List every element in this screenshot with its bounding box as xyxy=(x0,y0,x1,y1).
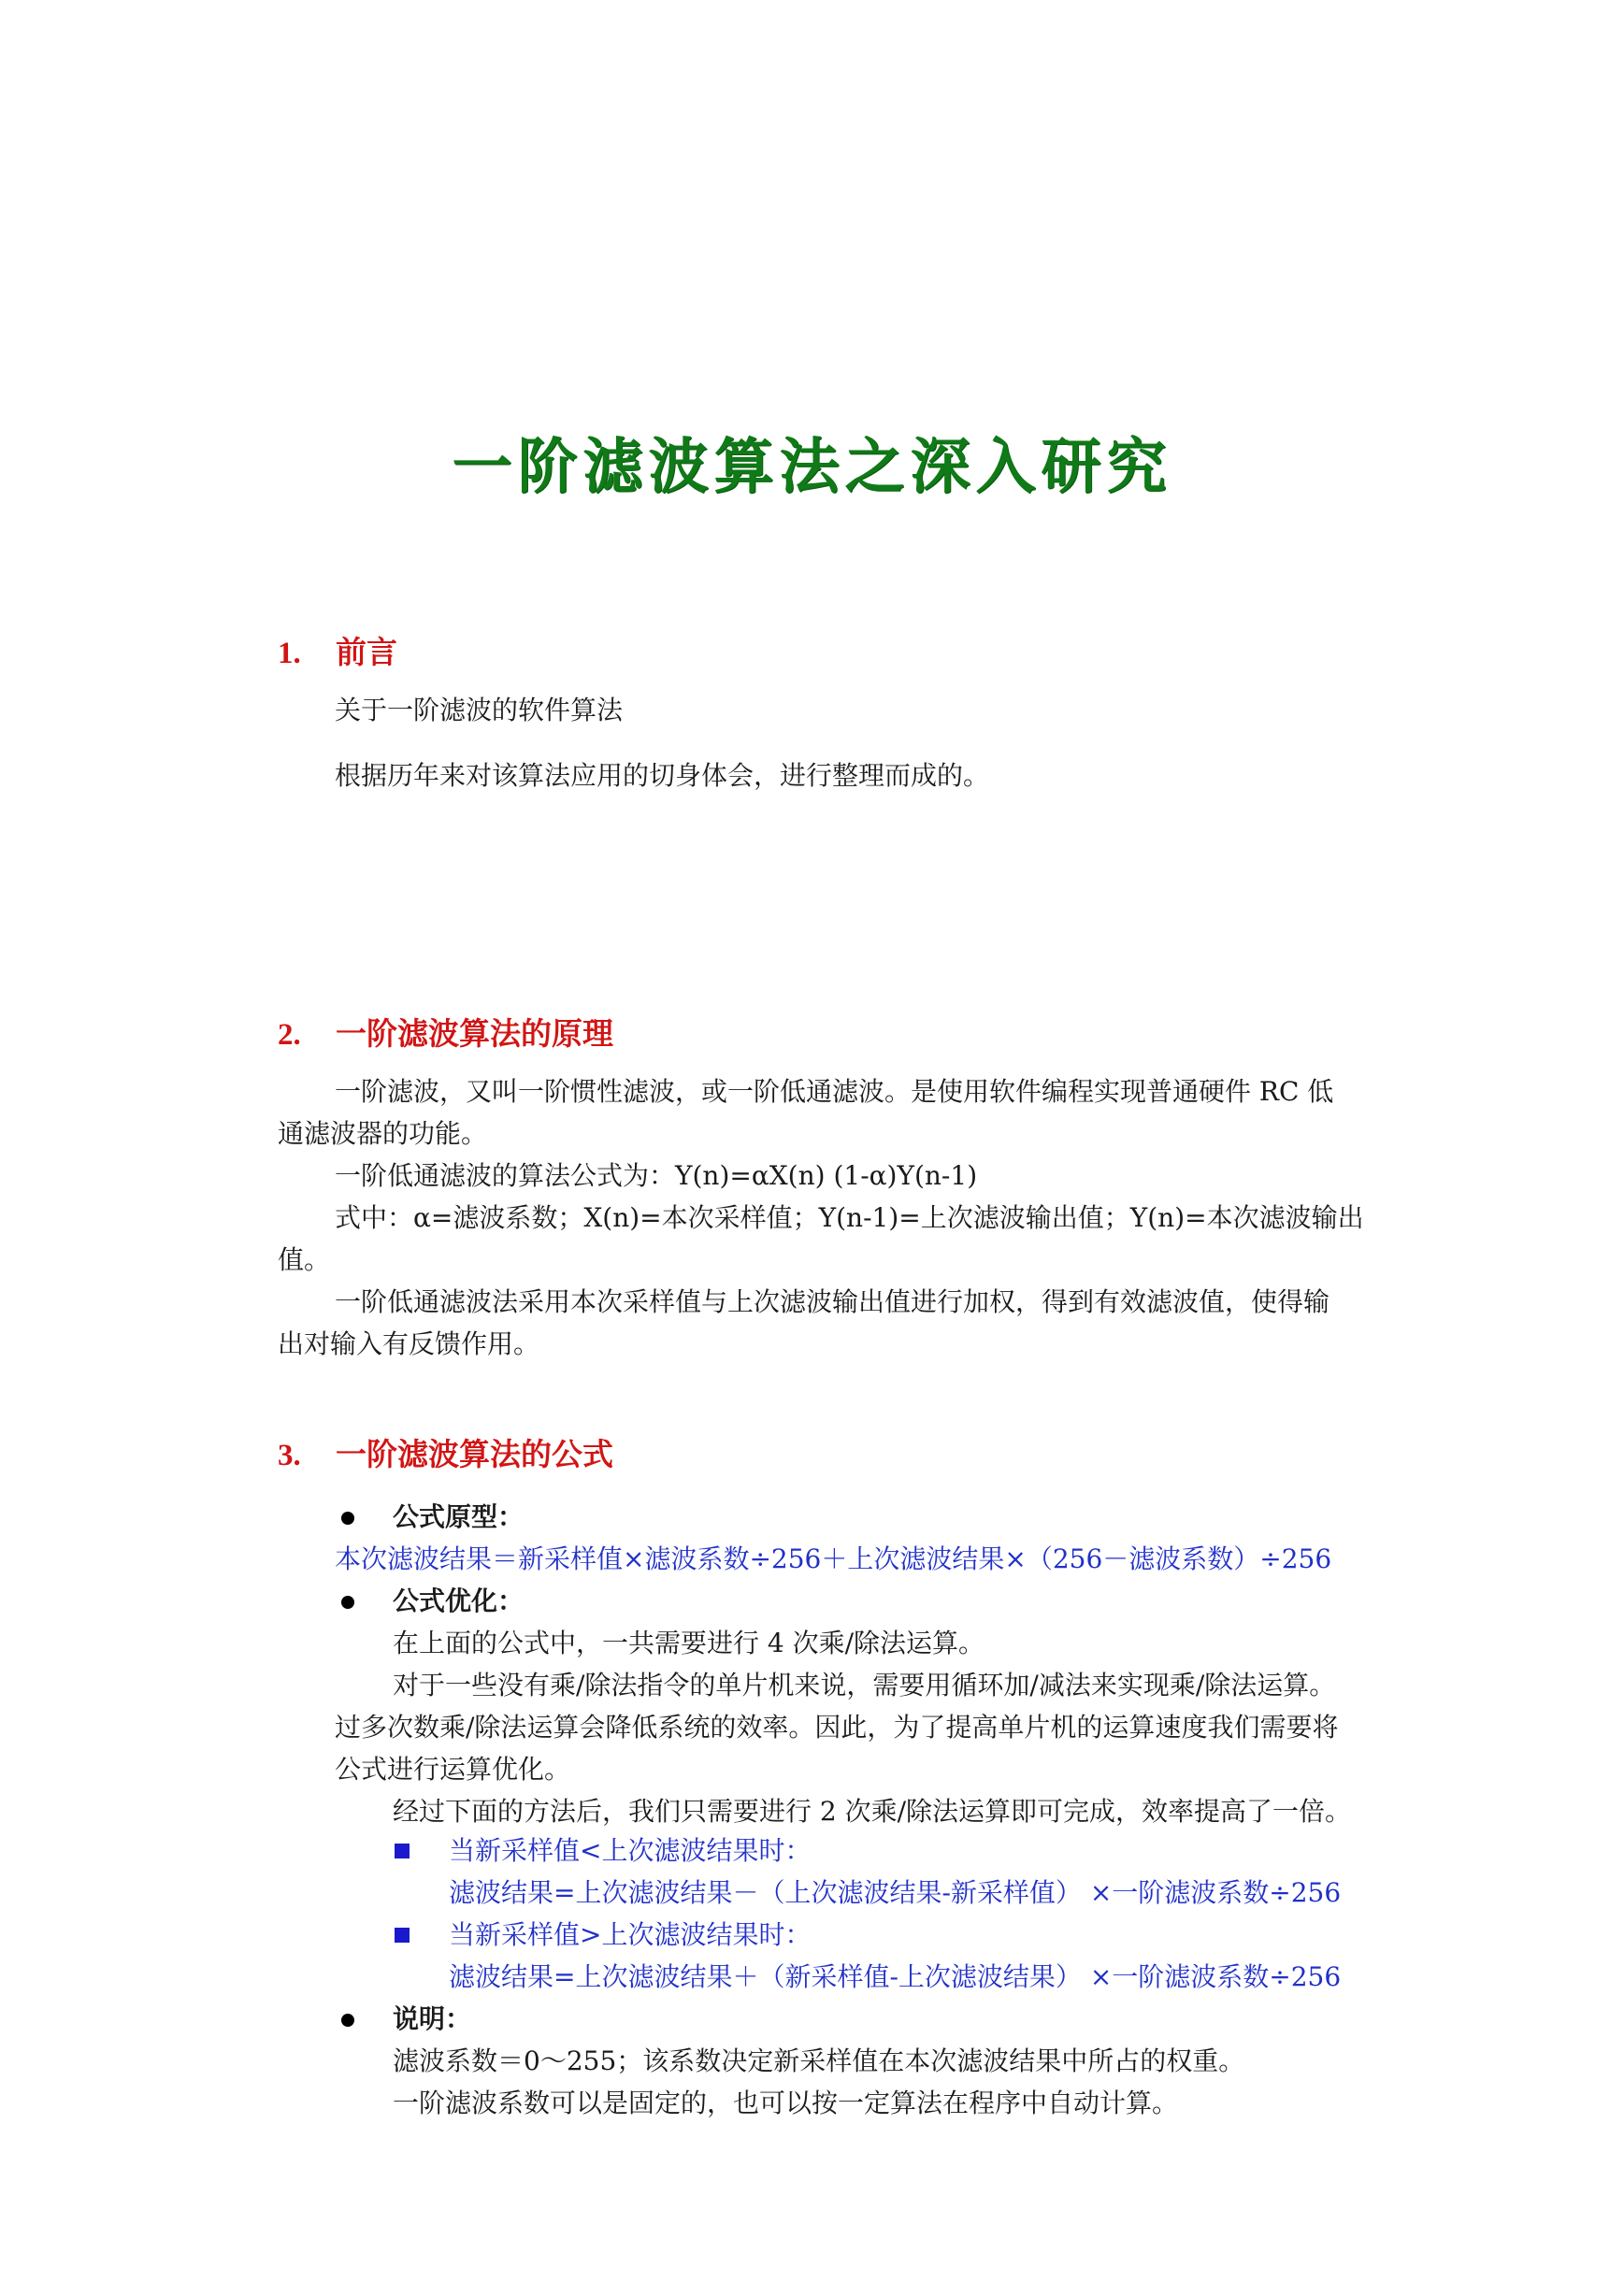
section-2-title: 一阶滤波算法的原理 xyxy=(336,1015,613,1052)
optimization-para-2-line-2: 过多次数乘/除法运算会降低系统的效率。因此，为了提高单片机的运算速度我们需要将 xyxy=(335,1712,1339,1743)
optimization-para-1: 在上面的公式中，一共需要进行 4 次乘/除法运算。 xyxy=(393,1628,985,1658)
explanation-label: 说明： xyxy=(393,2003,472,2034)
optimization-para-3: 经过下面的方法后，我们只需要进行 2 次乘/除法运算即可完成，效率提高了一倍。 xyxy=(393,1796,1352,1827)
bullet-dot-icon xyxy=(341,1596,354,1609)
section-2-para-4-line-1: 一阶低通滤波法采用本次采样值与上次滤波输出值进行加权，得到有效滤波值，使得输 xyxy=(335,1286,1330,1317)
section-2-para-3-line-2: 值。 xyxy=(278,1244,331,1275)
explanation-para-1: 滤波系数＝0～255；该系数决定新采样值在本次滤波结果中所占的权重。 xyxy=(393,2045,1245,2076)
section-1-heading xyxy=(278,628,397,672)
formula-prototype-label: 公式原型： xyxy=(393,1501,525,1532)
formula-optimization-label: 公式优化： xyxy=(393,1586,525,1616)
case-1-label: 当新采样值<上次滤波结果时： xyxy=(449,1835,812,1866)
optimization-para-2-line-3: 公式进行运算优化。 xyxy=(335,1754,571,1785)
section-2-para-1-line-2: 通滤波器的功能。 xyxy=(278,1118,488,1149)
section-1-title: 前言 xyxy=(336,634,397,670)
case-2-label: 当新采样值>上次滤波结果时： xyxy=(449,1919,812,1950)
bullet-dot-icon xyxy=(341,2014,354,2027)
optimization-para-2-line-1: 对于一些没有乘/除法指令的单片机来说，需要用循环加/减法来实现乘/除法运算。 xyxy=(393,1670,1336,1700)
section-2-para-3-line-1: 式中：α=滤波系数；X(n)=本次采样值；Y(n-1)=上次滤波输出值；Y(n)=本次滤波输出 xyxy=(335,1202,1364,1233)
section-3-number: 3. xyxy=(278,1439,301,1472)
explanation-para-2: 一阶滤波系数可以是固定的，也可以按一定算法在程序中自动计算。 xyxy=(393,2088,1179,2118)
section-1-para-2: 根据历年来对该算法应用的切身体会，进行整理而成的。 xyxy=(335,760,990,791)
section-2-heading xyxy=(278,1010,613,1054)
section-1-number: 1. xyxy=(278,637,301,670)
section-2-para-1-line-1: 一阶滤波，又叫一阶惯性滤波，或一阶低通滤波。是使用软件编程实现普通硬件 RC 低 xyxy=(335,1076,1334,1107)
bullet-dot-icon xyxy=(341,1512,354,1525)
case-2-formula: 滤波结果=上次滤波结果＋（新采样值-上次滤波结果） ×一阶滤波系数÷256 xyxy=(449,1961,1342,1992)
section-2-number: 2. xyxy=(278,1018,301,1052)
section-2-formula-line: 一阶低通滤波的算法公式为：Y(n)=αX(n) (1-α)Y(n-1) xyxy=(335,1160,978,1191)
page-title: 一阶滤波算法之深入研究 xyxy=(452,432,1172,502)
case-1-formula: 滤波结果=上次滤波结果－（上次滤波结果-新采样值） ×一阶滤波系数÷256 xyxy=(449,1877,1342,1908)
formula-prototype: 本次滤波结果＝新采样值×滤波系数÷256＋上次滤波结果×（256－滤波系数）÷256 xyxy=(335,1543,1332,1574)
section-2-para-4-line-2: 出对输入有反馈作用。 xyxy=(278,1328,540,1359)
square-bullet-icon xyxy=(395,1844,410,1858)
section-3-title: 一阶滤波算法的公式 xyxy=(336,1436,613,1472)
section-1-para-1: 关于一阶滤波的软件算法 xyxy=(335,695,624,725)
square-bullet-icon xyxy=(395,1928,410,1943)
section-3-heading xyxy=(278,1430,613,1474)
